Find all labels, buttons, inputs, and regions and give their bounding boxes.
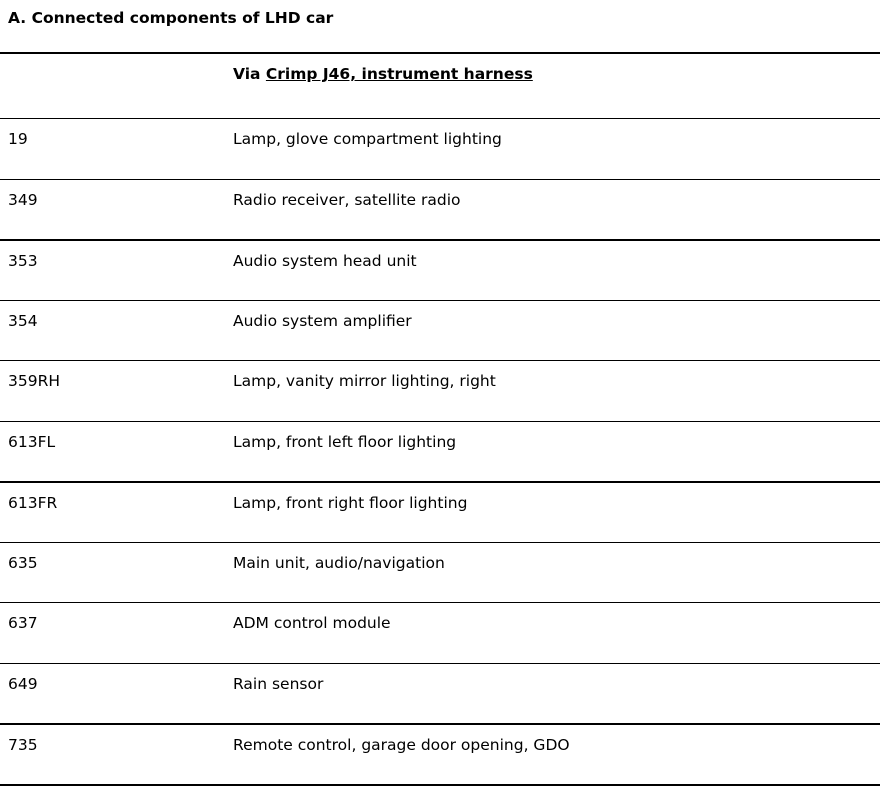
component-description: Audio system amplifier <box>233 311 412 330</box>
components-table <box>0 52 880 786</box>
table-row <box>0 542 880 603</box>
header-via-cell <box>233 65 533 83</box>
component-description: ADM control module <box>233 614 391 632</box>
component-description: Lamp, glove compartment lighting <box>233 130 502 148</box>
component-description: Lamp, front right floor lighting <box>233 494 468 512</box>
component-code: 649 <box>8 674 38 693</box>
component-description: Main unit, audio/navigation <box>233 553 445 572</box>
header-via-prefix: Via <box>233 65 266 83</box>
component-code: 359RH <box>8 372 61 390</box>
component-code: 637 <box>8 614 38 632</box>
table-row <box>0 300 880 361</box>
table-row <box>0 421 880 482</box>
component-description: Rain sensor <box>233 674 324 693</box>
component-code: 19 <box>8 130 28 148</box>
crimp-j46-link[interactable]: Crimp J46, instrument harness <box>265 65 533 83</box>
component-code: 613FR <box>8 494 58 512</box>
component-description: Remote control, garage door opening, GDO <box>233 736 570 754</box>
component-description: Lamp, front left floor lighting <box>233 432 457 451</box>
table-row <box>0 179 880 240</box>
document-title: A. Connected components of LHD car <box>8 9 334 27</box>
component-code: 349 <box>8 190 38 209</box>
table-row <box>0 723 880 784</box>
component-code: 635 <box>8 553 38 572</box>
component-code: 613FL <box>8 432 56 451</box>
component-description: Audio system head unit <box>233 252 417 270</box>
table-row <box>0 602 880 663</box>
component-code: 354 <box>8 311 38 330</box>
table-row <box>0 118 880 179</box>
table-bottom-rule <box>0 784 880 786</box>
component-description: Lamp, vanity mirror lighting, right <box>233 372 496 390</box>
table-header-row <box>0 52 880 118</box>
table-row <box>0 360 880 421</box>
component-code: 735 <box>8 736 38 754</box>
table-row <box>0 481 880 542</box>
component-description: Radio receiver, satellite radio <box>233 190 461 209</box>
table-row <box>0 239 880 300</box>
component-code: 353 <box>8 252 38 270</box>
table-row <box>0 663 880 724</box>
